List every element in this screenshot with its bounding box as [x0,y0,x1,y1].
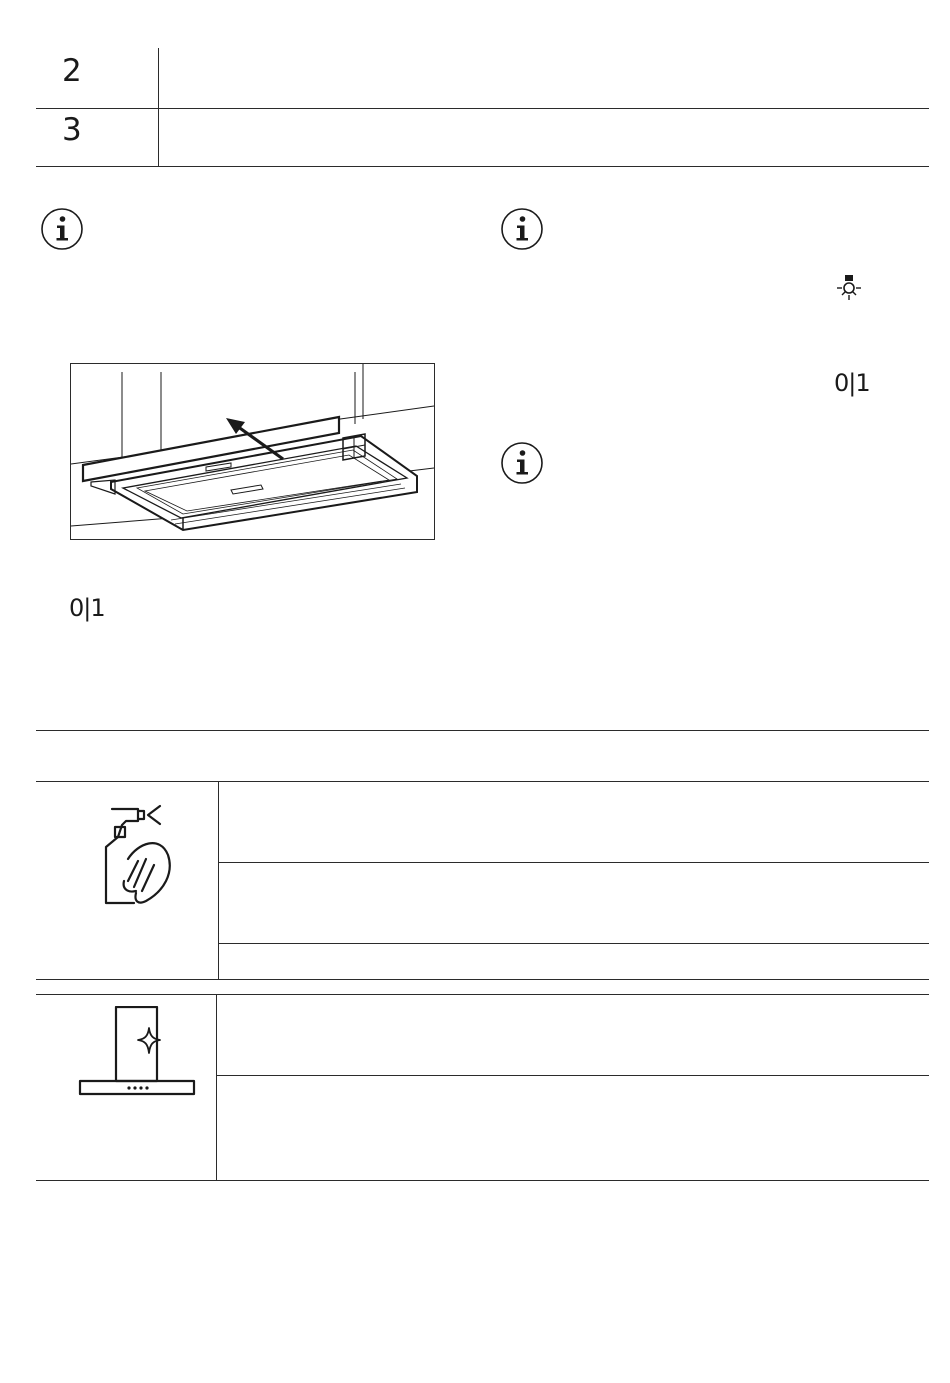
spray-wipe-cleaning-icon [98,803,178,907]
table-border [36,781,929,782]
table-border [36,1180,929,1181]
table-column-divider [216,994,217,1180]
table-divider [36,166,929,167]
light-bulb-icon [835,274,863,302]
row-divider [218,943,929,944]
table-column-divider [218,781,219,979]
row-divider [218,862,929,863]
table-border [36,979,929,980]
section-divider [36,730,929,731]
table-column-divider [158,48,159,166]
step-number: 2 [62,53,82,89]
hood-filter-pull-arrow-icon [71,364,434,539]
on-off-symbol: 0|1 [69,594,105,622]
info-icon [500,207,544,251]
table-divider [36,108,929,109]
info-icon [500,441,544,485]
info-icon [40,207,84,251]
row-divider [216,1075,929,1076]
on-off-symbol: 0|1 [834,369,870,397]
clean-hood-sparkle-icon [78,1006,196,1096]
table-border [36,994,929,995]
step-number: 3 [62,112,82,148]
hood-illustration [70,363,435,540]
